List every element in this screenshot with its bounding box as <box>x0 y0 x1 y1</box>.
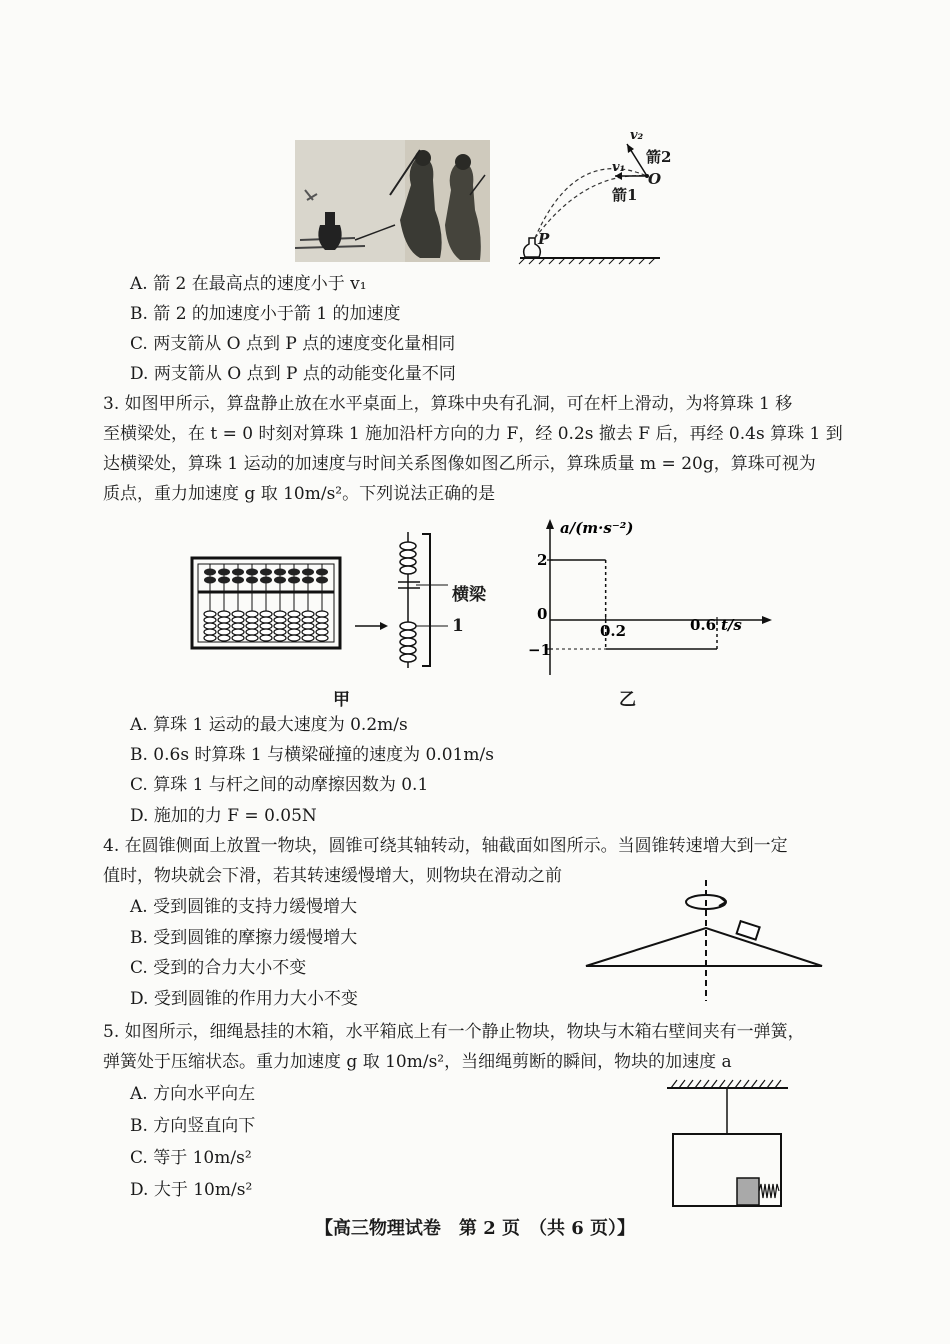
q5-option-b: B. 方向竖直向下 <box>130 1116 256 1136</box>
abacus-bead <box>274 623 286 629</box>
q4-stem-line-1: 4. 在圆锥侧面上放置一物块，圆锥可绕其轴转动，轴截面如图所示。当圆锥转速增大到一定 <box>103 836 788 856</box>
abacus-bead <box>204 617 216 623</box>
arrow1-label: 箭1 <box>612 186 638 204</box>
abacus-bead <box>260 611 272 617</box>
abacus-bead <box>302 635 314 641</box>
q3-option-b: B. 0.6s 时算珠 1 与横梁碰撞的速度为 0.01m/s <box>130 745 494 765</box>
abacus-bead <box>302 623 314 629</box>
q5-option-a: A. 方向水平向左 <box>130 1084 256 1104</box>
rod-bead <box>400 638 416 646</box>
abacus-bead <box>260 623 272 629</box>
q5-stem-line-1: 5. 如图所示，细绳悬挂的木箱，水平箱底上有一个静止物块，物块与木箱右壁间夹有一弹簧， <box>103 1022 805 1042</box>
abacus-bead <box>246 569 258 576</box>
cone-diagram <box>580 878 825 1003</box>
q3-stem-line-4: 质点，重力加速度 g 取 10m/s²。下列说法正确的是 <box>103 484 496 504</box>
y-tick-2: 2 <box>537 551 548 569</box>
q5-option-c: C. 等于 10m/s² <box>130 1148 252 1168</box>
abacus-bead <box>246 623 258 629</box>
abacus-bead <box>218 569 230 576</box>
q4-option-b: B. 受到圆锥的摩擦力缓慢增大 <box>130 928 358 948</box>
abacus-bead <box>302 629 314 635</box>
q3-option-d: D. 施加的力 F = 0.05N <box>130 806 317 826</box>
q2-option-a: A. 箭 2 在最高点的速度小于 v₁ <box>130 274 367 294</box>
abacus-bead <box>232 577 244 584</box>
acceleration-time-chart <box>520 515 780 685</box>
abacus-bead <box>260 569 272 576</box>
abacus-bead <box>302 577 314 584</box>
point-p-label: P <box>538 230 550 248</box>
abacus-bead <box>274 611 286 617</box>
abacus-bead <box>274 617 286 623</box>
abacus-bead <box>274 629 286 635</box>
abacus-bead <box>246 617 258 623</box>
abacus-bead <box>316 617 328 623</box>
rod-bead <box>400 622 416 630</box>
q4-stem-line-2: 值时，物块就会下滑，若其转速缓慢增大，则物块在滑动之前 <box>103 866 562 886</box>
q3-stem-line-2: 至横梁处，在 t = 0 时刻对算珠 1 施加沿杆方向的力 F，经 0.2s 撤去 F 后，再经 0.4s 算珠 1 到 <box>103 424 843 444</box>
q4-option-d: D. 受到圆锥的作用力大小不变 <box>130 989 358 1009</box>
abacus-bead <box>316 577 328 584</box>
q5-stem-line-2: 弹簧处于压缩状态。重力加速度 g 取 10m/s²，当细绳剪断的瞬间，物块的加速度 a <box>103 1052 732 1072</box>
q3-stem-line-1: 3. 如图甲所示，算盘静止放在水平桌面上，算珠中央有孔洞，可在杆上滑动，为将算珠 1 移 <box>103 394 793 414</box>
q3-stem-line-3: 达横梁处，算珠 1 运动的加速度与时间关系图像如图乙所示，算珠质量 m = 20g，算珠可视为 <box>103 454 816 474</box>
abacus-bead <box>246 629 258 635</box>
q2-option-c: C. 两支箭从 O 点到 P 点的速度变化量相同 <box>130 334 456 354</box>
page-footer: 【高三物理试卷 第 2 页 （共 6 页）】 <box>314 1218 636 1239</box>
archery-painting <box>295 140 490 262</box>
abacus-bead <box>232 635 244 641</box>
abacus-bead <box>316 623 328 629</box>
abacus-bead <box>204 569 216 576</box>
abacus-bead <box>260 629 272 635</box>
abacus-bead <box>260 577 272 584</box>
abacus-bead <box>316 569 328 576</box>
abacus-bead <box>274 569 286 576</box>
y-axis-label: a/(m·s⁻²) <box>560 519 634 537</box>
abacus-bead <box>204 635 216 641</box>
abacus-bead <box>232 623 244 629</box>
abacus-bead <box>246 611 258 617</box>
abacus-bead <box>274 635 286 641</box>
rod-bead <box>400 566 416 574</box>
abacus-bead <box>274 577 286 584</box>
abacus-bead <box>302 617 314 623</box>
abacus-bead <box>316 629 328 635</box>
abacus-bead <box>218 629 230 635</box>
abacus-bead <box>288 629 300 635</box>
arrow2-label: 箭2 <box>646 148 672 166</box>
origin-label: 0 <box>537 605 548 623</box>
rod-bead <box>400 630 416 638</box>
x-axis-label: t/s <box>721 616 742 634</box>
x-axis-arrow <box>762 616 772 624</box>
abacus-bead <box>232 629 244 635</box>
q3-option-a: A. 算珠 1 运动的最大速度为 0.2m/s <box>130 715 408 735</box>
q2-option-b: B. 箭 2 的加速度小于箭 1 的加速度 <box>130 304 401 324</box>
abacus-bead <box>218 617 230 623</box>
abacus-bead <box>246 577 258 584</box>
caption-jia: 甲 <box>333 690 350 710</box>
rod-bead <box>400 550 416 558</box>
x-tick-0-2: 0.2 <box>600 622 627 640</box>
abacus-bead <box>204 577 216 584</box>
abacus-figure <box>190 530 450 670</box>
abacus-bead <box>246 635 258 641</box>
q5-option-d: D. 大于 10m/s² <box>130 1180 253 1200</box>
abacus-bead <box>260 635 272 641</box>
abacus-bead <box>302 611 314 617</box>
hanging-box-diagram <box>665 1078 790 1210</box>
rod-bead <box>400 558 416 566</box>
abacus-bead <box>288 617 300 623</box>
beam-label: 横梁 <box>452 585 486 605</box>
rod-bead <box>400 542 416 550</box>
abacus-bead <box>288 577 300 584</box>
abacus-bead <box>288 623 300 629</box>
abacus-bead <box>260 617 272 623</box>
rod-bead <box>400 646 416 654</box>
y-tick-neg1: −1 <box>528 641 552 659</box>
caption-yi: 乙 <box>619 690 636 710</box>
q3-option-c: C. 算珠 1 与杆之间的动摩擦因数为 0.1 <box>130 775 429 795</box>
abacus-bead <box>232 569 244 576</box>
abacus-bead <box>302 569 314 576</box>
abacus-bead <box>288 611 300 617</box>
abacus-bead <box>218 635 230 641</box>
q4-option-a: A. 受到圆锥的支持力缓慢增大 <box>130 897 358 917</box>
abacus-bead <box>204 629 216 635</box>
y-axis-arrow <box>546 519 554 529</box>
q2-option-d: D. 两支箭从 O 点到 P 点的动能变化量不同 <box>130 364 456 384</box>
v2-label: v₂ <box>630 128 644 143</box>
abacus-bead <box>218 623 230 629</box>
abacus-bead <box>316 611 328 617</box>
abacus-bead <box>204 611 216 617</box>
abacus-bead <box>288 635 300 641</box>
abacus-bead <box>232 611 244 617</box>
bead-label: 1 <box>452 616 464 636</box>
abacus-bead <box>218 611 230 617</box>
abacus-bead <box>204 623 216 629</box>
abacus-bead <box>218 577 230 584</box>
q4-option-c: C. 受到的合力大小不变 <box>130 958 307 978</box>
abacus-bead <box>316 635 328 641</box>
abacus-bead <box>232 617 244 623</box>
v1-label: v₁ <box>612 160 626 175</box>
abacus-bead <box>288 569 300 576</box>
x-tick-0-6: 0.6 <box>690 616 717 634</box>
rod-bead <box>400 654 416 662</box>
point-o-label: O <box>648 170 662 188</box>
